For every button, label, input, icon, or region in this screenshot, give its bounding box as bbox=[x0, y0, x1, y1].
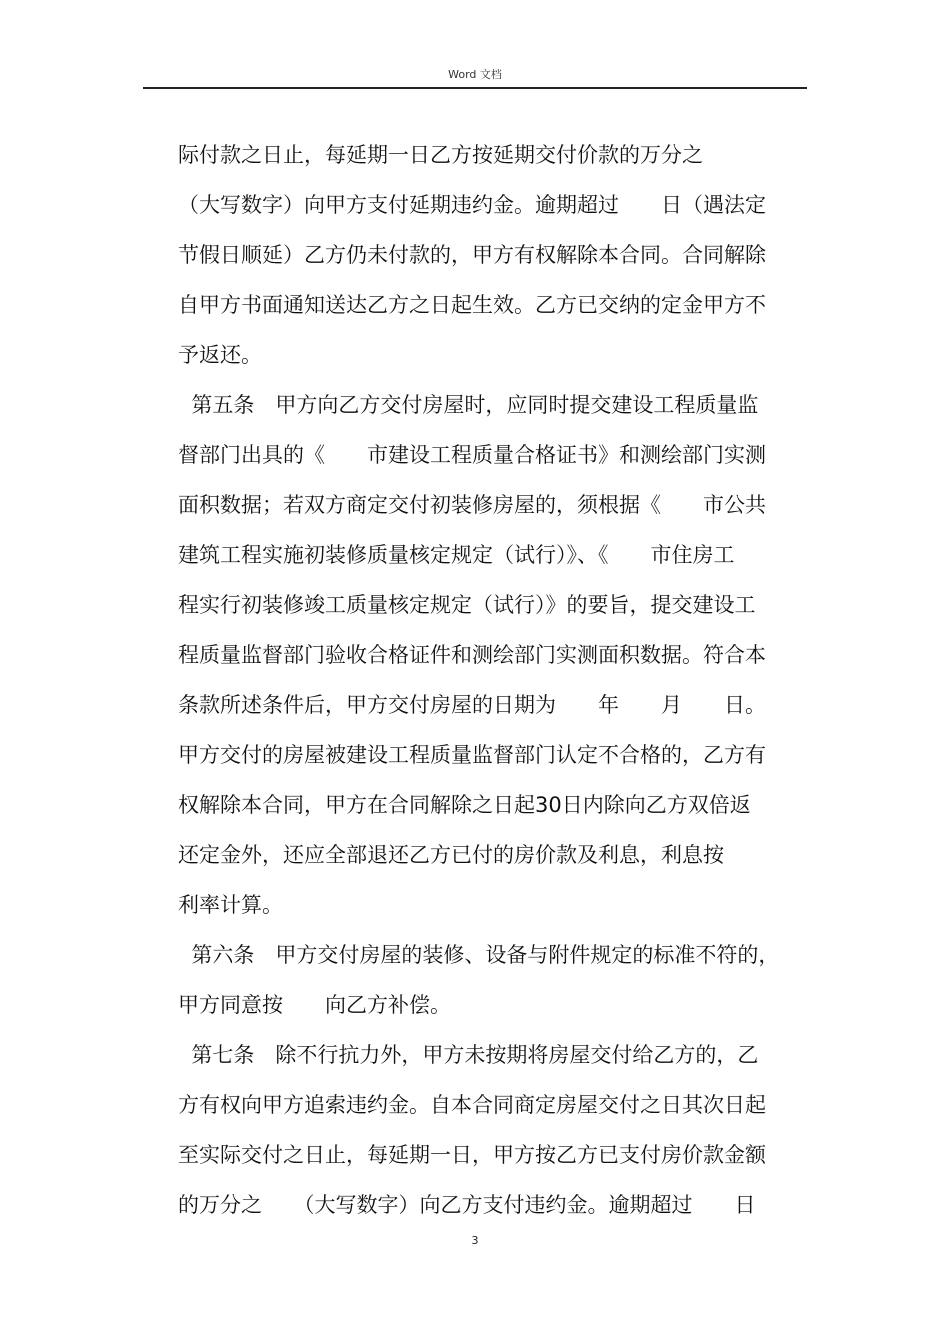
text-line: 甲方交付的房屋被建设工程质量监督部门认定不合格的，乙方有 bbox=[178, 743, 766, 767]
page-number: 3 bbox=[471, 1234, 479, 1247]
text-line: 节假日顺延）乙方仍未付款的，甲方有权解除本合同。合同解除 bbox=[178, 243, 766, 267]
article-6-heading-line: 第六条 甲方交付房屋的装修、设备与附件规定的标准不符的， bbox=[178, 943, 780, 967]
article-5-heading-line: 第五条 甲方向乙方交付房屋时，应同时提交建设工程质量监 bbox=[178, 393, 759, 417]
text-line: 程实行初装修竣工质量核定规定（试行）》的要旨，提交建设工 bbox=[178, 593, 756, 617]
text-line: 还定金外，还应全部退还乙方已付的房价款及利息，利息按 bbox=[178, 843, 724, 867]
text-line: 面积数据；若双方商定交付初装修房屋的，须根据《 市公共 bbox=[178, 493, 766, 517]
text-line: 利率计算。 bbox=[178, 893, 283, 917]
text-line: 的万分之 （大写数字）向乙方支付违约金。逾期超过 日 bbox=[178, 1193, 756, 1217]
text-line: 建筑工程实施初装修质量核定规定（试行）》、《 市住房工 bbox=[178, 543, 735, 567]
text-line: 甲方同意按 向乙方补偿。 bbox=[178, 993, 451, 1017]
document-body bbox=[178, 130, 818, 1230]
text-line: 自甲方书面通知送达乙方之日起生效。乙方已交纳的定金甲方不 bbox=[178, 293, 766, 317]
text-line: 条款所述条件后，甲方交付房屋的日期为 年 月 日。 bbox=[178, 693, 766, 717]
text-line: 督部门出具的《 市建设工程质量合格证书》和测绘部门实测 bbox=[178, 443, 766, 467]
page-header: Word 文档 bbox=[448, 68, 502, 81]
article-7-heading-line: 第七条 除不行抗力外，甲方未按期将房屋交付给乙方的，乙 bbox=[178, 1043, 759, 1067]
text-line: 权解除本合同，甲方在合同解除之日起30日内除向乙方双倍返 bbox=[178, 793, 751, 817]
text-line: 程质量监督部门验收合格证件和测绘部门实测面积数据。符合本 bbox=[178, 643, 766, 667]
text-line: （大写数字）向甲方支付延期违约金。逾期超过 日（遇法定 bbox=[178, 193, 766, 217]
text-line: 至实际交付之日止，每延期一日，甲方按乙方已支付房价款金额 bbox=[178, 1143, 766, 1167]
text-line: 予返还。 bbox=[178, 343, 262, 367]
text-line: 际付款之日止，每延期一日乙方按延期交付价款的万分之 bbox=[178, 143, 703, 167]
text-line: 方有权向甲方追索违约金。自本合同商定房屋交付之日其次日起 bbox=[178, 1093, 766, 1117]
header-divider bbox=[143, 87, 807, 89]
